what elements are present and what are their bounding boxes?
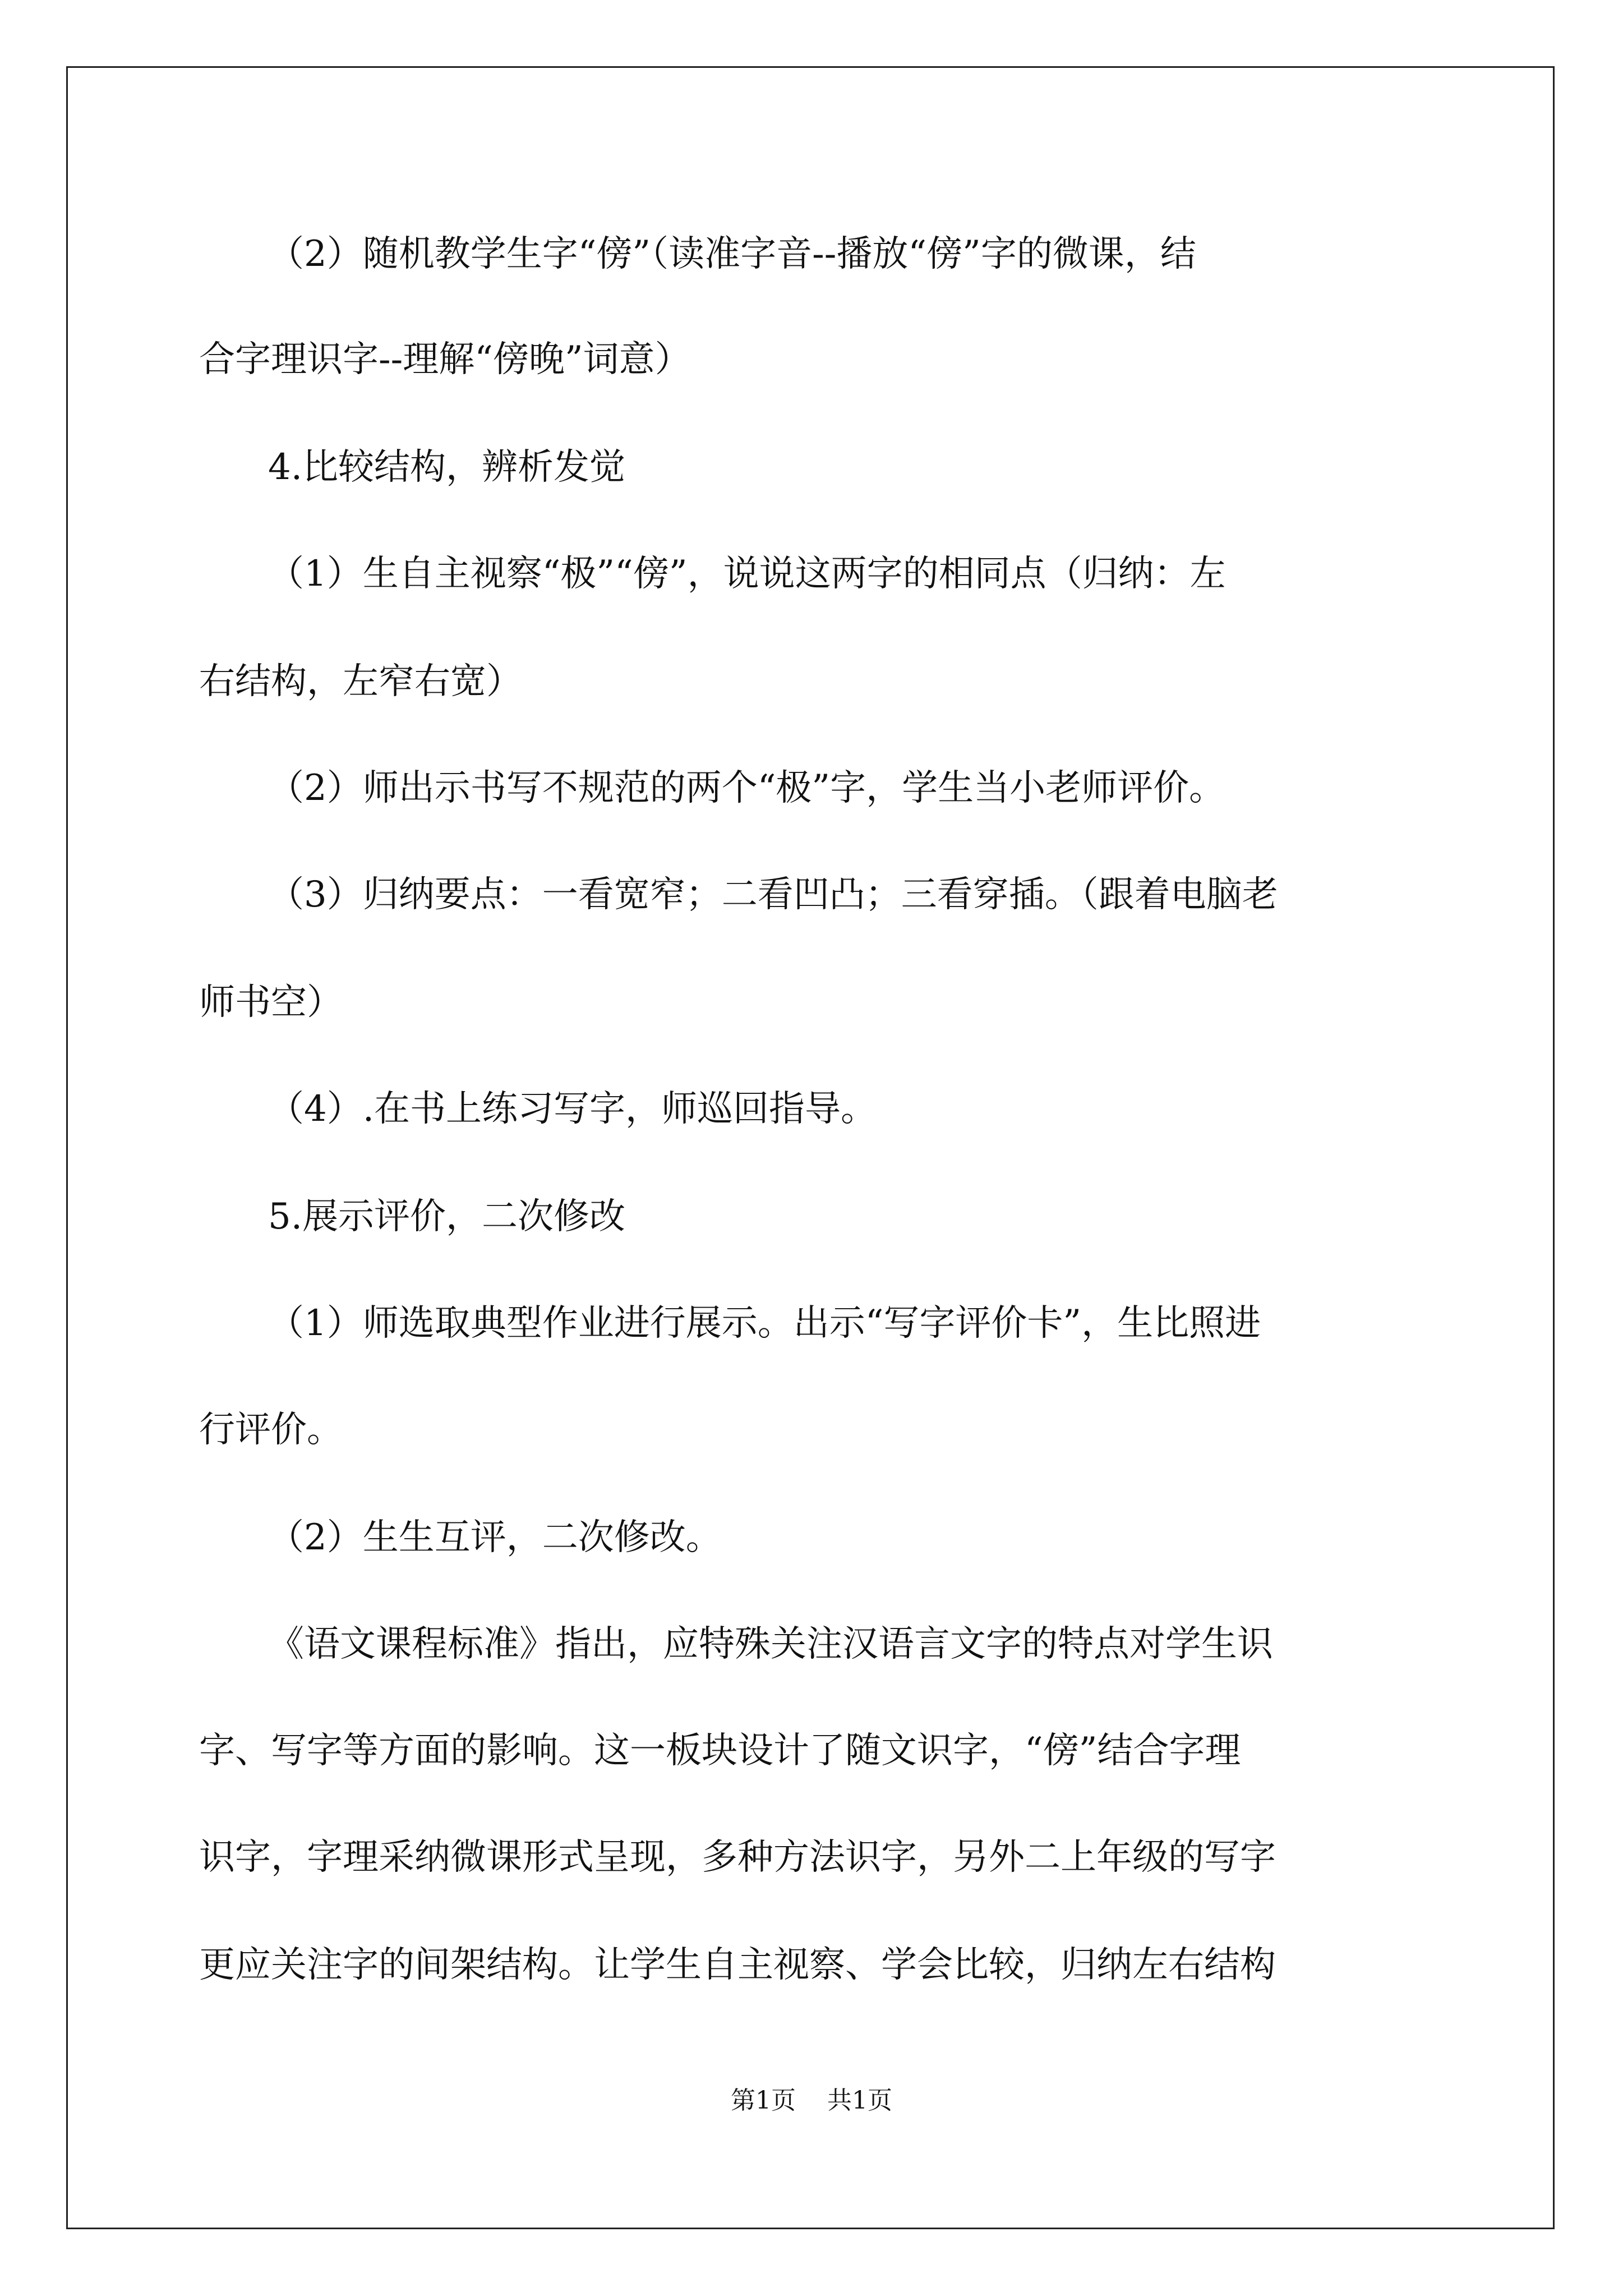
text-line: （1）师选取典型作业进行展示。出示“写字评价卡”，生比照进 — [268, 1303, 1261, 1344]
text-line: （3）归纳要点：一看宽窄；二看凹凸；三看穿插。（跟着电脑老 — [268, 874, 1278, 915]
text-line: （2）生生互评，二次修改。 — [268, 1517, 722, 1558]
text-line: 师书空） — [199, 982, 343, 1023]
text-line: 更应关注字的间架结构。让学生自主视察、学会比较，归纳左右结构 — [199, 1944, 1276, 1986]
text-line: 右结构，左窄右宽） — [199, 661, 522, 702]
text-line: （1）生自主视察“极”“傍”，说说这两字的相同点（归纳：左 — [268, 553, 1226, 595]
text-line: （2）随机教学生字“傍”（读准字音--播放“傍”字的微课，结 — [268, 233, 1196, 275]
text-line: 字、写字等方面的影响。这一板块设计了随文识字，“傍”结合字理 — [199, 1730, 1241, 1772]
text-line: 《语文课程标准》指出，应特殊关注汉语言文字的特点对学生识 — [268, 1623, 1273, 1665]
page-footer — [0, 2084, 1623, 2118]
heading-step-5: 5.展示评价，二次修改 — [268, 1196, 626, 1237]
text-line: （2）师出示书写不规范的两个“极”字，学生当小老师评价。 — [268, 767, 1225, 809]
heading-step-4: 4.比较结构，辨析发觉 — [268, 447, 626, 488]
page-total: 共1页 — [827, 2086, 892, 2115]
page-number: 第1页 — [731, 2086, 796, 2115]
page-border — [66, 66, 1555, 2229]
text-line: 合字理识字--理解“傍晚”词意） — [199, 339, 691, 380]
text-line: 行评价。 — [199, 1409, 343, 1451]
text-line: （4）.在书上练习写字，师巡回指导。 — [268, 1088, 877, 1130]
text-line: 识字，字理采纳微课形式呈现，多种方法识字，另外二上年级的写字 — [199, 1837, 1276, 1878]
